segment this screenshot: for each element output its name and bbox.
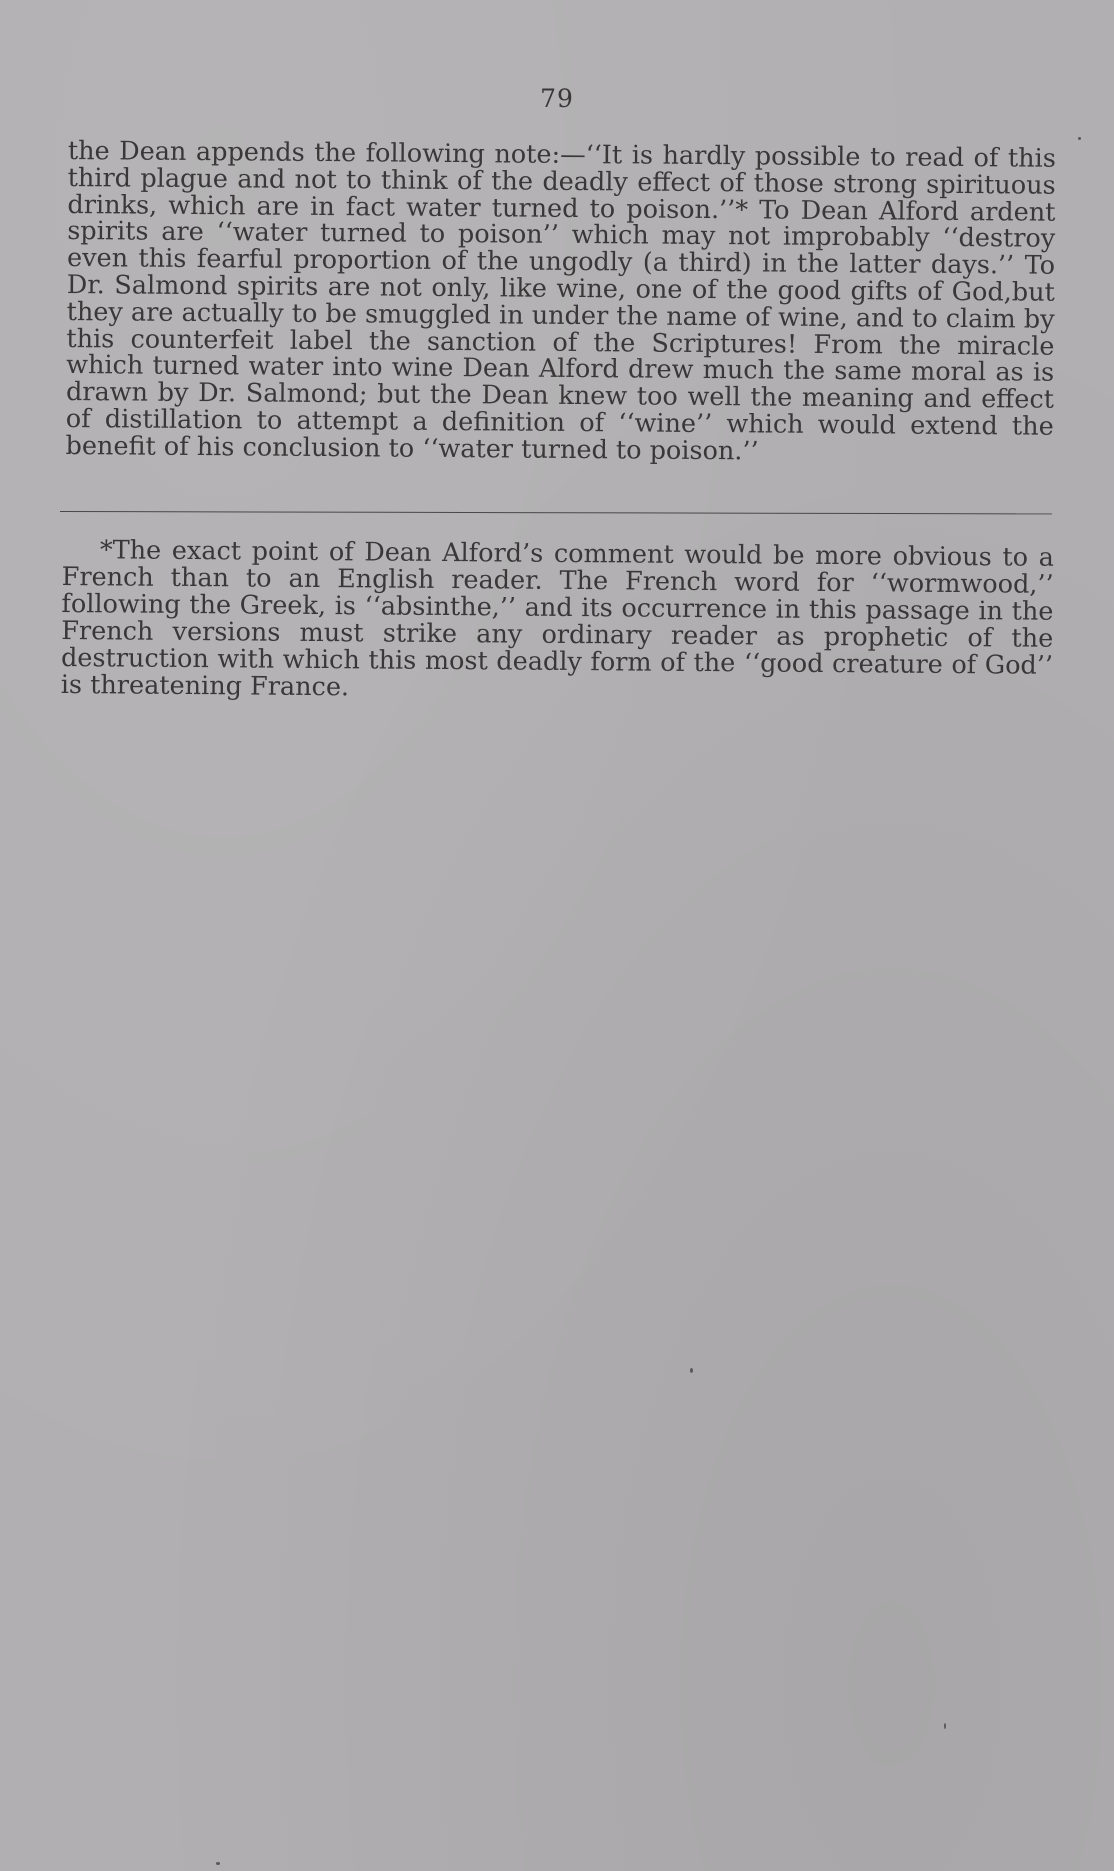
scan-speck — [690, 1368, 693, 1373]
footnote-block — [61, 537, 1054, 707]
scan-speck — [216, 1862, 220, 1865]
scan-speck — [944, 1723, 946, 1729]
footnote-divider — [60, 511, 1052, 514]
page-number: 79 — [540, 84, 574, 113]
footnote-paragraph: *The exact point of Dean Alford’s comment would be more obvious to a French than to an English reader. The French word for ‘‘wormwood,’’ following the Greek, is ‘‘absinthe,’’ and its occurrence in this passage in the French versions must strike any ordinary reader as prophetic of the destruction with which this most deadly form of the ‘‘good creature of God’’ is threatening France. — [60, 535, 1054, 703]
main-text-block — [65, 138, 1055, 467]
scan-speck — [1078, 137, 1081, 140]
main-paragraph: the Dean appends the following note:—‘‘It is hardly possible to read of this third plague and not to think of the deadly effect of those strong spirituous drinks, which are in fact water turned to poison.’’* To Dean Alford ardent spirits are ‘‘water turned to poison’’ which may not improbably ‘‘destroy even this fearful proportion of the ungodly (a third) in the latter days.’’ To Dr. Salmond spirits are not only, like wine, one of the good gifts of God,but they are actually to be smuggled in under the name of wine, and to claim by this counterfeit label the sanction of the Scriptures! From the miracle which turned water into wine Dean Alford drew much the same moral as is drawn by Dr. Salmond; but the Dean knew too well the meaning and effect of distillation to attempt a definition of ‘‘wine’’ which would extend the benefit of his conclusion to ‘‘water turned to poison.’’ — [65, 136, 1056, 467]
